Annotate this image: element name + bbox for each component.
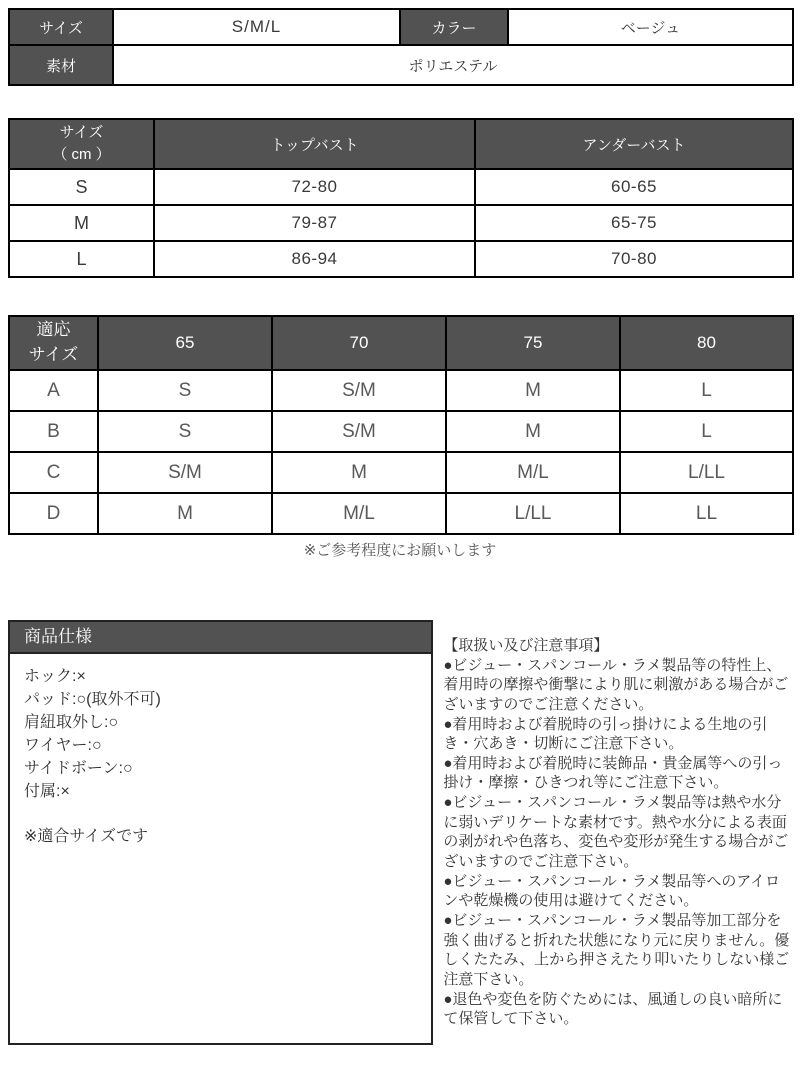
table-row — [9, 169, 793, 205]
material-value: ポリエステル — [113, 45, 793, 85]
row-size-label: L — [9, 241, 154, 277]
top-bust-header: トップバスト — [154, 119, 475, 169]
spec-panel — [8, 620, 433, 1045]
fit-col-header-75: 75 — [446, 316, 620, 370]
fit-value: LL — [620, 493, 793, 534]
reference-note: ※ご参考程度にお願いします — [303, 542, 497, 559]
fit-size-table — [8, 315, 794, 535]
table-row — [9, 241, 793, 277]
table-row — [9, 493, 793, 534]
color-value: ベージュ — [508, 9, 793, 45]
fit-row-label: A — [9, 370, 98, 411]
fit-row-label: C — [9, 452, 98, 493]
fit-value: L — [620, 370, 793, 411]
spec-panel-title: 商品仕様 — [10, 622, 431, 654]
under-bust-header: アンダーバスト — [475, 119, 793, 169]
fit-value: M/L — [272, 493, 446, 534]
care-notes — [443, 620, 792, 1029]
fit-value: M — [272, 452, 446, 493]
bottom-section — [8, 620, 792, 1045]
care-note-item: ●ビジュー・スパンコール・ラメ製品等加工部分を強く曲げると折れた状態になり元に戻りません。優しくたたみ、上から押さえたり叩いたりしない様ご注意下さい。 — [443, 911, 790, 988]
fit-value: S/M — [272, 370, 446, 411]
spec-line-hook: ホック:× — [24, 668, 86, 685]
spec-line-pad: パッド:○(取外不可) — [24, 691, 161, 708]
under-bust-value: 65-75 — [475, 205, 793, 241]
top-bust-value: 86-94 — [154, 241, 475, 277]
fit-value: S/M — [98, 452, 272, 493]
fit-value: M — [98, 493, 272, 534]
row-size-label: S — [9, 169, 154, 205]
spec-panel-body — [10, 654, 431, 859]
under-bust-value: 70-80 — [475, 241, 793, 277]
care-note-item: ●着用時および着脱時の引っ掛けによる生地の引き・穴あき・切断にご注意下さい。 — [443, 715, 768, 753]
spec-line-sidebone: サイドボーン:○ — [24, 760, 133, 777]
fit-value: M — [446, 370, 620, 411]
fit-value: L/LL — [620, 452, 793, 493]
care-note-item: ●退色や変色を防ぐためには、風通しの良い暗所にて保管して下さい。 — [443, 990, 783, 1028]
table-row — [9, 370, 793, 411]
fit-col-header-70: 70 — [272, 316, 446, 370]
size-value: S/M/L — [113, 9, 400, 45]
fit-row-label: D — [9, 493, 98, 534]
size-cm-header-line2: （ cm ） — [52, 146, 111, 163]
spec-line-wire: ワイヤー:○ — [24, 737, 102, 754]
fit-row-label: B — [9, 411, 98, 452]
fit-value: L — [620, 411, 793, 452]
fit-value: L/LL — [446, 493, 620, 534]
fit-col-header-65: 65 — [98, 316, 272, 370]
care-note-item: ●ビジュー・スパンコール・ラメ製品等の特性上、着用時の摩擦や衝撃により肌に刺激がある場合がございますのでご注意ください。 — [443, 656, 789, 713]
care-note-item: ●着用時および着脱時に装飾品・貴金属等への引っ掛け・摩擦・ひきつれ等にご注意下さい。 — [443, 754, 783, 792]
row-size-label: M — [9, 205, 154, 241]
fit-col-header-80: 80 — [620, 316, 793, 370]
bust-size-table — [8, 118, 794, 278]
care-notes-title: 【取扱い及び注意事項】 — [443, 637, 609, 654]
under-bust-value: 60-65 — [475, 169, 793, 205]
table-row — [9, 205, 793, 241]
spec-line-strap: 肩紐取外し:○ — [24, 714, 119, 731]
spec-line-accessory: 付属:× — [24, 783, 70, 800]
size-header: サイズ — [9, 9, 113, 45]
care-note-item: ●ビジュー・スパンコール・ラメ製品等へのアイロンや乾燥機の使用は避けてください。 — [443, 872, 781, 910]
spec-footnote: ※適合サイズです — [24, 828, 149, 845]
fit-value: S — [98, 370, 272, 411]
fit-corner-line2: サイズ — [28, 345, 79, 364]
material-header: 素材 — [9, 45, 113, 85]
table-row — [9, 452, 793, 493]
fit-value: M — [446, 411, 620, 452]
size-cm-header-line1: サイズ — [59, 124, 104, 142]
fit-value: M/L — [446, 452, 620, 493]
product-summary-table — [8, 8, 794, 86]
table-row — [9, 411, 793, 452]
fit-value: S — [98, 411, 272, 452]
care-note-item: ●ビジュー・スパンコール・ラメ製品等は熱や水分に弱いデリケートな素材です。熱や水分による表面の剥がれや色落ち、変色や変形が発生する場合がございますのでご注意下さい。 — [443, 794, 789, 871]
fit-value: S/M — [272, 411, 446, 452]
size-cm-header — [9, 119, 154, 169]
top-bust-value: 72-80 — [154, 169, 475, 205]
fit-corner-header — [9, 316, 98, 370]
color-header: カラー — [400, 9, 508, 45]
top-bust-value: 79-87 — [154, 205, 475, 241]
fit-corner-line1: 適応 — [36, 320, 71, 340]
